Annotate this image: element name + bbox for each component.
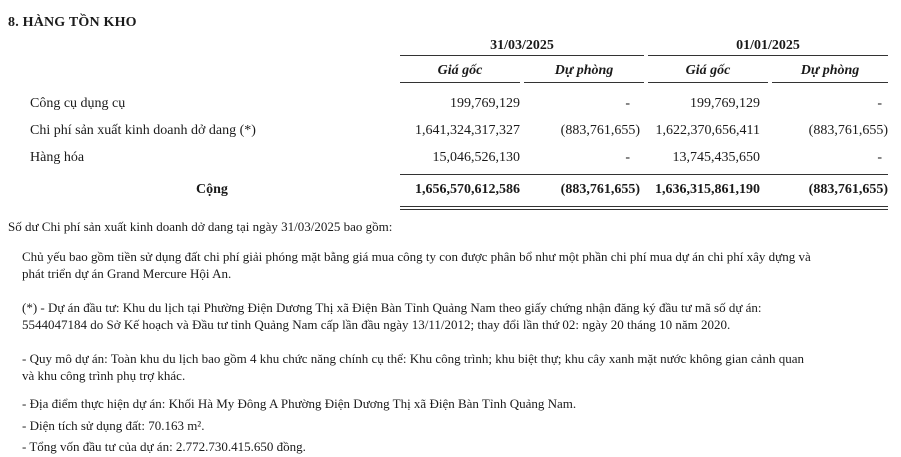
row-provision-1: - xyxy=(625,150,630,165)
note-project-line1: (*) - Dự án đầu tư: Khu du lịch tại Phường Điện Dương Thị xã Điện Bàn Tỉnh Quảng Nam theo giấy chứng nhận đăng ký đầu tư mã số dự án: xyxy=(22,300,762,315)
note-scale-line2: và khu công trình phụ trợ khác. xyxy=(22,368,186,383)
row-provision-2: (883,761,655) xyxy=(808,123,888,138)
row-cost-2: 13,745,435,650 xyxy=(672,150,760,165)
row-provision-1: (883,761,655) xyxy=(560,123,640,138)
note-location: - Địa điểm thực hiện dự án: Khối Hà My Đông A Phường Điện Dương Thị xã Điện Bàn Tỉnh Quảng Nam. xyxy=(22,396,577,411)
row-provision-1: - xyxy=(625,96,630,111)
period-underline-2 xyxy=(648,55,888,56)
note-project-line2: 5544047184 do Sở Kế hoạch và Đầu tư tỉnh Quảng Nam cấp lần đầu ngày 13/11/2012; thay đổi lần thứ 02: ngày 20 tháng 10 năm 2020. xyxy=(22,317,731,332)
total-top-rule xyxy=(400,174,888,175)
period-header-1: 31/03/2025 xyxy=(490,38,554,53)
note-investment: - Tổng vốn đầu tư của dự án: 2.772.730.415.650 đồng. xyxy=(22,439,306,454)
total-double-rule-1 xyxy=(400,206,888,207)
note-description-line1: Chủ yếu bao gồm tiền sử dụng đất chi phí giải phóng mặt bằng giá mua công ty con được phân bổ như một phần chi phí mua dự án chi phí xây dựng và xyxy=(22,249,811,264)
row-cost-1: 199,769,129 xyxy=(450,96,520,111)
total-provision-1: (883,761,655) xyxy=(560,182,640,197)
total-cost-2: 1,636,315,861,190 xyxy=(655,182,760,197)
col-header-cost-2: Giá gốc xyxy=(685,63,731,78)
period-header-2: 01/01/2025 xyxy=(736,38,800,53)
row-provision-2: - xyxy=(877,150,882,165)
colhead-underline-1 xyxy=(400,82,520,83)
col-header-cost-1: Giá gốc xyxy=(437,63,483,78)
total-provision-2: (883,761,655) xyxy=(808,182,888,197)
row-label: Chi phí sản xuất kinh doanh dở dang (*) xyxy=(30,123,256,138)
note-land-area: - Diện tích sử dụng đất: 70.163 m². xyxy=(22,418,205,433)
inventory-table xyxy=(0,0,901,215)
section-title: 8. HÀNG TỒN KHO xyxy=(8,15,137,30)
col-header-provision-2: Dự phòng xyxy=(800,63,860,78)
total-double-rule-2 xyxy=(400,209,888,210)
row-cost-2: 199,769,129 xyxy=(690,96,760,111)
note-description-line2: phát triển dự án Grand Mercure Hội An. xyxy=(22,266,232,281)
row-label: Công cụ dụng cụ xyxy=(30,96,126,111)
total-label: Cộng xyxy=(196,182,228,197)
row-cost-1: 1,641,324,317,327 xyxy=(415,123,520,138)
note-balance-intro: Số dư Chi phí sản xuất kinh doanh dở dang tại ngày 31/03/2025 bao gồm: xyxy=(8,219,393,234)
period-underline-1 xyxy=(400,55,644,56)
colhead-underline-4 xyxy=(772,82,888,83)
colhead-underline-3 xyxy=(648,82,768,83)
row-provision-2: - xyxy=(877,96,882,111)
note-scale-line1: - Quy mô dự án: Toàn khu du lịch bao gồm 4 khu chức năng chính cụ thể: Khu công trình; khu biệt thự; khu cây xanh mặt nước không gian cảnh quan xyxy=(22,351,804,366)
col-header-provision-1: Dự phòng xyxy=(554,63,614,78)
row-cost-1: 15,046,526,130 xyxy=(432,150,520,165)
colhead-underline-2 xyxy=(524,82,644,83)
total-cost-1: 1,656,570,612,586 xyxy=(415,182,520,197)
row-label: Hàng hóa xyxy=(30,150,85,165)
row-cost-2: 1,622,370,656,411 xyxy=(655,123,760,138)
